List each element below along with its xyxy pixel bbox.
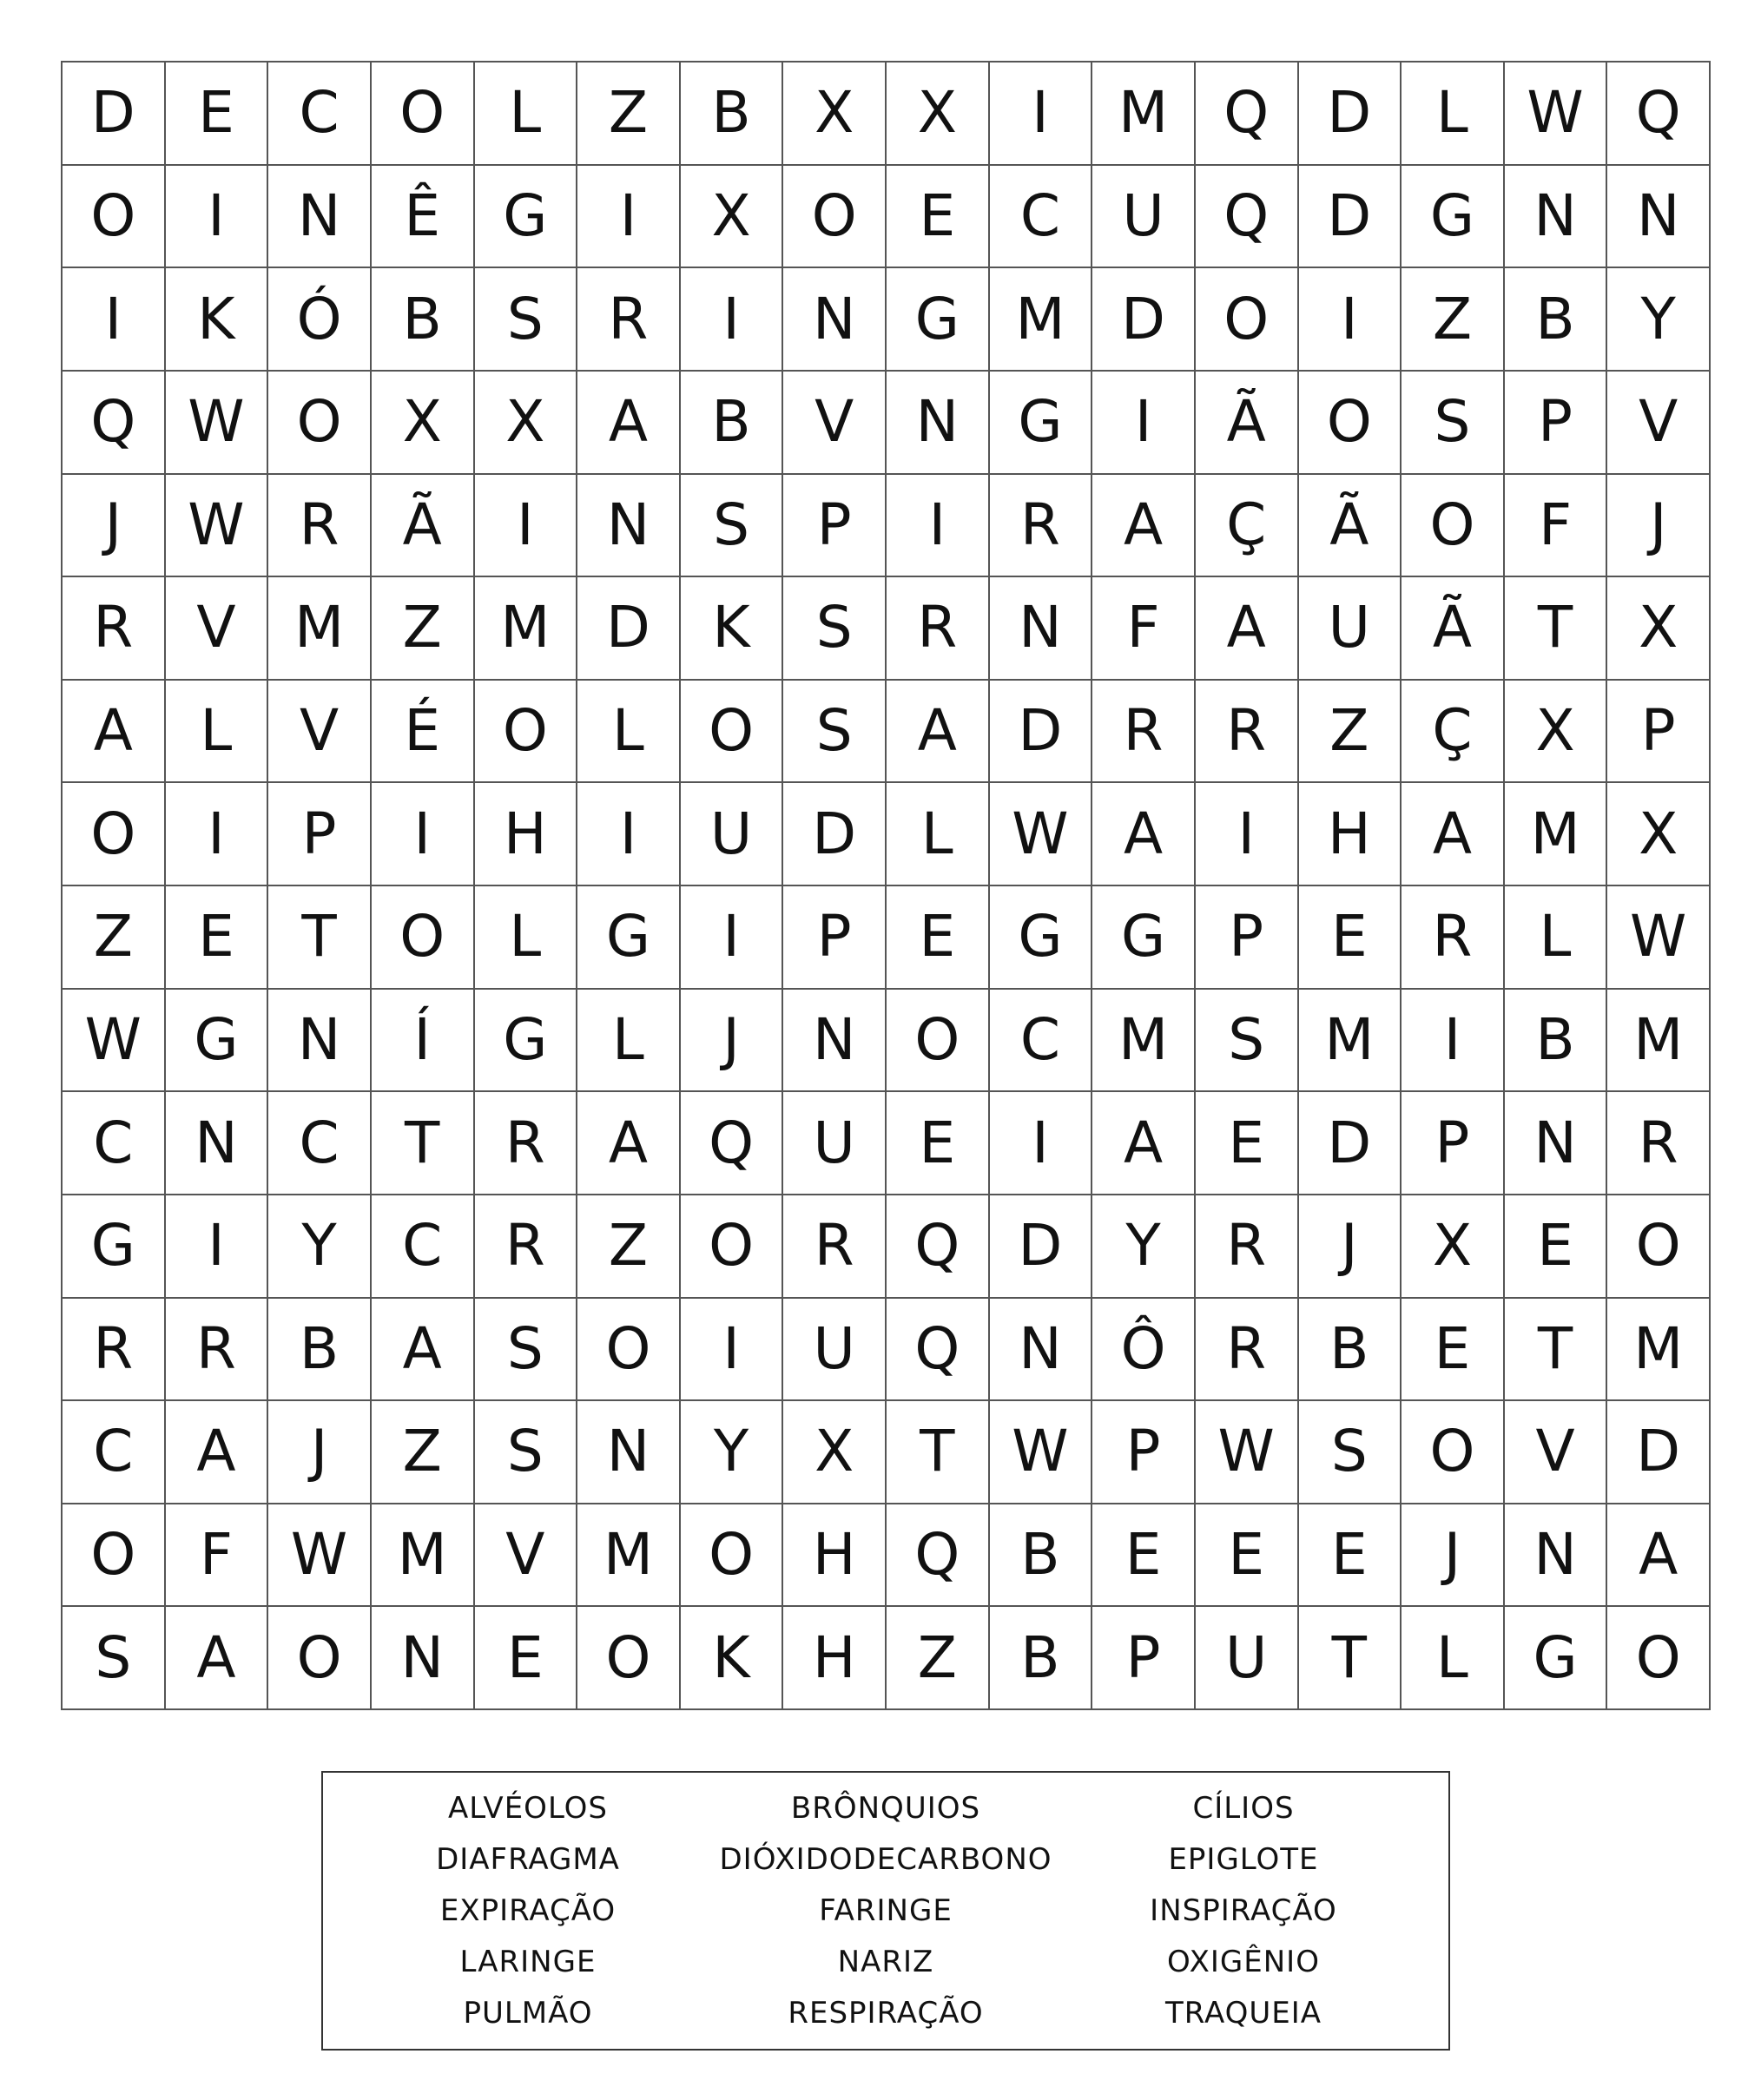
grid-cell[interactable]: D xyxy=(63,63,166,166)
grid-cell[interactable]: M xyxy=(372,1504,475,1608)
grid-cell[interactable]: J xyxy=(1402,1504,1505,1608)
grid-cell[interactable]: U xyxy=(783,1092,887,1195)
grid-cell[interactable]: B xyxy=(681,63,784,166)
grid-cell[interactable]: K xyxy=(166,268,269,372)
grid-cell[interactable]: O xyxy=(1402,475,1505,578)
grid-cell[interactable]: J xyxy=(1299,1195,1402,1299)
grid-cell[interactable]: G xyxy=(63,1195,166,1299)
word-list-item: TRAQUEIA xyxy=(1164,1995,1322,2031)
grid-cell[interactable]: I xyxy=(577,166,681,269)
grid-cell[interactable]: A xyxy=(577,1092,681,1195)
grid-cell[interactable]: X xyxy=(783,1401,887,1504)
grid-cell[interactable]: I xyxy=(887,475,990,578)
grid-cell[interactable]: C xyxy=(268,1092,372,1195)
grid-cell[interactable]: S xyxy=(63,1607,166,1710)
grid-cell[interactable]: N xyxy=(372,1607,475,1710)
grid-cell[interactable]: N xyxy=(783,268,887,372)
grid-cell[interactable]: R xyxy=(475,1092,578,1195)
grid-cell[interactable]: I xyxy=(577,783,681,886)
grid-cell[interactable]: S xyxy=(1299,1401,1402,1504)
grid-cell[interactable]: D xyxy=(1299,166,1402,269)
grid-cell[interactable]: R xyxy=(887,577,990,681)
grid-cell[interactable]: S xyxy=(1196,990,1299,1093)
grid-cell[interactable]: P xyxy=(1092,1401,1196,1504)
grid-cell[interactable]: G xyxy=(887,268,990,372)
grid-cell[interactable]: S xyxy=(1402,372,1505,475)
grid-cell[interactable]: O xyxy=(63,1504,166,1608)
grid-cell[interactable]: D xyxy=(990,681,1093,784)
grid-cell[interactable]: I xyxy=(681,886,784,990)
grid-cell[interactable]: X xyxy=(475,372,578,475)
grid-cell[interactable]: I xyxy=(681,268,784,372)
grid-cell[interactable]: O xyxy=(1196,268,1299,372)
grid-cell[interactable]: J xyxy=(63,475,166,578)
grid-cell[interactable]: Z xyxy=(577,63,681,166)
grid-cell[interactable]: P xyxy=(1607,681,1711,784)
grid-cell[interactable]: N xyxy=(1505,1504,1608,1608)
grid-cell[interactable]: T xyxy=(372,1092,475,1195)
grid-cell[interactable]: E xyxy=(887,166,990,269)
grid-cell[interactable]: Z xyxy=(577,1195,681,1299)
word-list-item: DIAFRAGMA xyxy=(436,1842,620,1878)
word-list-item: PULMÃO xyxy=(463,1995,593,2031)
grid-cell[interactable]: N xyxy=(990,577,1093,681)
word-list-item: CÍLIOS xyxy=(1192,1791,1295,1827)
grid-cell[interactable]: I xyxy=(166,783,269,886)
grid-cell[interactable]: S xyxy=(681,475,784,578)
grid-cell[interactable]: A xyxy=(1607,1504,1711,1608)
grid-cell[interactable]: L xyxy=(577,681,681,784)
grid-cell[interactable]: G xyxy=(577,886,681,990)
grid-cell[interactable]: C xyxy=(63,1401,166,1504)
grid-cell[interactable]: N xyxy=(783,990,887,1093)
grid-cell[interactable]: J xyxy=(268,1401,372,1504)
word-list-item: FARINGE xyxy=(819,1893,953,1928)
grid-cell[interactable]: X xyxy=(1607,577,1711,681)
grid-cell[interactable]: V xyxy=(783,372,887,475)
grid-cell[interactable]: A xyxy=(1196,577,1299,681)
grid-cell[interactable]: R xyxy=(1196,681,1299,784)
grid-cell[interactable]: E xyxy=(166,886,269,990)
grid-cell[interactable]: U xyxy=(1196,1607,1299,1710)
grid-cell[interactable]: R xyxy=(1402,886,1505,990)
word-list-item: ALVÉOLOS xyxy=(447,1791,609,1827)
grid-cell[interactable]: O xyxy=(681,1195,784,1299)
grid-cell[interactable]: M xyxy=(577,1504,681,1608)
grid-cell[interactable]: Z xyxy=(63,886,166,990)
grid-cell[interactable]: G xyxy=(475,990,578,1093)
grid-cell[interactable]: I xyxy=(63,268,166,372)
word-list-item: RESPIRAÇÃO xyxy=(788,1995,984,2031)
grid-cell[interactable]: R xyxy=(577,268,681,372)
grid-cell[interactable]: J xyxy=(1607,475,1711,578)
grid-cell[interactable]: A xyxy=(1092,783,1196,886)
grid-cell[interactable]: Ã xyxy=(1402,577,1505,681)
grid-cell[interactable]: O xyxy=(372,63,475,166)
grid-cell[interactable]: W xyxy=(1607,886,1711,990)
grid-cell[interactable]: O xyxy=(1607,1195,1711,1299)
grid-cell[interactable]: N xyxy=(990,1299,1093,1402)
grid-cell[interactable]: I xyxy=(1196,783,1299,886)
grid-cell[interactable]: I xyxy=(1402,990,1505,1093)
grid-cell[interactable]: P xyxy=(1196,886,1299,990)
grid-cell[interactable]: T xyxy=(1505,577,1608,681)
grid-cell[interactable]: V xyxy=(268,681,372,784)
grid-cell[interactable]: Q xyxy=(1196,63,1299,166)
grid-cell[interactable]: P xyxy=(783,475,887,578)
grid-cell[interactable]: B xyxy=(268,1299,372,1402)
grid-cell[interactable]: I xyxy=(681,1299,784,1402)
grid-cell[interactable]: Z xyxy=(1299,681,1402,784)
grid-cell[interactable]: Ç xyxy=(1402,681,1505,784)
grid-cell[interactable]: W xyxy=(166,475,269,578)
grid-cell[interactable]: D xyxy=(577,577,681,681)
grid-cell[interactable]: Z xyxy=(887,1607,990,1710)
grid-cell[interactable]: S xyxy=(475,268,578,372)
grid-cell[interactable]: A xyxy=(372,1299,475,1402)
grid-cell[interactable]: D xyxy=(990,1195,1093,1299)
grid-cell[interactable]: C xyxy=(268,63,372,166)
grid-cell[interactable]: O xyxy=(681,681,784,784)
grid-cell[interactable]: K xyxy=(681,577,784,681)
grid-cell[interactable]: U xyxy=(1299,577,1402,681)
grid-cell[interactable]: C xyxy=(372,1195,475,1299)
grid-cell[interactable]: O xyxy=(887,990,990,1093)
grid-cell[interactable]: A xyxy=(577,372,681,475)
grid-cell[interactable]: G xyxy=(990,886,1093,990)
grid-cell[interactable]: M xyxy=(268,577,372,681)
word-list-item: EXPIRAÇÃO xyxy=(439,1893,617,1928)
grid-cell[interactable]: Í xyxy=(372,990,475,1093)
grid-cell[interactable]: D xyxy=(1607,1401,1711,1504)
word-list-item: DIÓXIDODECARBONO xyxy=(719,1842,1052,1878)
grid-cell[interactable]: Q xyxy=(887,1504,990,1608)
grid-cell[interactable]: L xyxy=(166,681,269,784)
grid-cell[interactable]: B xyxy=(1505,268,1608,372)
grid-cell[interactable]: B xyxy=(990,1607,1093,1710)
grid-cell[interactable]: W xyxy=(268,1504,372,1608)
grid-cell[interactable]: E xyxy=(1299,1504,1402,1608)
grid-cell[interactable]: N xyxy=(1505,166,1608,269)
grid-cell[interactable]: B xyxy=(1299,1299,1402,1402)
grid-cell[interactable]: V xyxy=(1505,1401,1608,1504)
grid-cell[interactable]: G xyxy=(166,990,269,1093)
grid-cell[interactable]: I xyxy=(166,1195,269,1299)
grid-cell[interactable]: E xyxy=(1196,1504,1299,1608)
grid-cell[interactable]: E xyxy=(1092,1504,1196,1608)
grid-cell[interactable]: O xyxy=(1607,1607,1711,1710)
grid-cell[interactable]: H xyxy=(1299,783,1402,886)
grid-cell[interactable]: P xyxy=(1092,1607,1196,1710)
grid-cell[interactable]: G xyxy=(990,372,1093,475)
grid-cell[interactable]: D xyxy=(1299,1092,1402,1195)
letter-grid xyxy=(61,61,1711,1710)
grid-cell[interactable]: D xyxy=(1299,63,1402,166)
grid-cell[interactable]: I xyxy=(990,1092,1093,1195)
grid-cell[interactable]: S xyxy=(475,1299,578,1402)
grid-cell[interactable]: Z xyxy=(1402,268,1505,372)
grid-cell[interactable]: E xyxy=(1299,886,1402,990)
grid-cell[interactable]: M xyxy=(475,577,578,681)
grid-cell[interactable]: O xyxy=(268,372,372,475)
grid-cell[interactable]: P xyxy=(783,886,887,990)
grid-cell[interactable]: R xyxy=(1196,1299,1299,1402)
grid-cell[interactable]: A xyxy=(1092,475,1196,578)
grid-cell[interactable]: Ô xyxy=(1092,1299,1196,1402)
grid-cell[interactable]: Y xyxy=(681,1401,784,1504)
grid-cell[interactable]: Z xyxy=(372,1401,475,1504)
grid-cell[interactable]: A xyxy=(63,681,166,784)
word-list-item: LARINGE xyxy=(459,1944,597,1979)
grid-cell[interactable]: N xyxy=(268,990,372,1093)
grid-cell[interactable]: N xyxy=(1607,166,1711,269)
grid-cell[interactable]: T xyxy=(268,886,372,990)
grid-cell[interactable]: F xyxy=(1092,577,1196,681)
word-list-item: NARIZ xyxy=(837,1944,934,1979)
grid-cell[interactable]: G xyxy=(1402,166,1505,269)
grid-cell[interactable]: V xyxy=(475,1504,578,1608)
grid-cell[interactable]: Ã xyxy=(1299,475,1402,578)
grid-cell[interactable]: O xyxy=(577,1299,681,1402)
grid-cell[interactable]: I xyxy=(1299,268,1402,372)
grid-cell[interactable]: T xyxy=(1299,1607,1402,1710)
grid-cell[interactable]: X xyxy=(372,372,475,475)
grid-cell[interactable]: L xyxy=(475,63,578,166)
grid-cell[interactable]: A xyxy=(1092,1092,1196,1195)
grid-cell[interactable]: D xyxy=(783,783,887,886)
grid-cell[interactable]: O xyxy=(268,1607,372,1710)
grid-cell[interactable]: R xyxy=(166,1299,269,1402)
grid-cell[interactable]: W xyxy=(166,372,269,475)
grid-cell[interactable]: O xyxy=(681,1504,784,1608)
grid-cell[interactable]: R xyxy=(475,1195,578,1299)
grid-cell[interactable]: Y xyxy=(1092,1195,1196,1299)
grid-cell[interactable]: M xyxy=(990,268,1093,372)
grid-cell[interactable]: F xyxy=(166,1504,269,1608)
grid-cell[interactable]: N xyxy=(887,372,990,475)
word-list-item: INSPIRAÇÃO xyxy=(1150,1893,1337,1928)
grid-cell[interactable]: M xyxy=(1607,1299,1711,1402)
grid-cell[interactable]: E xyxy=(475,1607,578,1710)
grid-cell[interactable]: R xyxy=(783,1195,887,1299)
grid-cell[interactable]: L xyxy=(1402,63,1505,166)
grid-cell[interactable]: I xyxy=(166,166,269,269)
grid-cell[interactable]: Q xyxy=(1196,166,1299,269)
grid-cell[interactable]: P xyxy=(1402,1092,1505,1195)
grid-cell[interactable]: W xyxy=(990,1401,1093,1504)
grid-cell[interactable]: C xyxy=(990,990,1093,1093)
grid-cell[interactable]: Q xyxy=(681,1092,784,1195)
grid-cell[interactable]: O xyxy=(1402,1401,1505,1504)
grid-cell[interactable]: W xyxy=(1196,1401,1299,1504)
grid-cell[interactable]: J xyxy=(681,990,784,1093)
grid-cell[interactable]: F xyxy=(1505,475,1608,578)
grid-cell[interactable]: D xyxy=(1092,268,1196,372)
grid-cell[interactable]: E xyxy=(166,63,269,166)
grid-cell[interactable]: Ê xyxy=(372,166,475,269)
grid-cell[interactable]: B xyxy=(1505,990,1608,1093)
grid-cell[interactable]: N xyxy=(166,1092,269,1195)
grid-cell[interactable]: R xyxy=(268,475,372,578)
grid-cell[interactable]: W xyxy=(63,990,166,1093)
grid-cell[interactable]: I xyxy=(475,475,578,578)
grid-cell[interactable]: G xyxy=(475,166,578,269)
grid-cell[interactable]: X xyxy=(783,63,887,166)
grid-cell[interactable]: Y xyxy=(1607,268,1711,372)
grid-cell[interactable]: K xyxy=(681,1607,784,1710)
grid-cell[interactable]: X xyxy=(681,166,784,269)
grid-cell[interactable]: U xyxy=(681,783,784,886)
grid-cell[interactable]: R xyxy=(1607,1092,1711,1195)
grid-cell[interactable]: H xyxy=(783,1607,887,1710)
grid-cell[interactable]: A xyxy=(166,1607,269,1710)
grid-cell[interactable]: T xyxy=(887,1401,990,1504)
grid-cell[interactable]: M xyxy=(1505,783,1608,886)
grid-cell[interactable]: V xyxy=(1607,372,1711,475)
grid-cell[interactable]: X xyxy=(1505,681,1608,784)
grid-cell[interactable]: E xyxy=(887,1092,990,1195)
grid-cell[interactable]: T xyxy=(1505,1299,1608,1402)
grid-cell[interactable]: R xyxy=(63,1299,166,1402)
grid-cell[interactable]: R xyxy=(990,475,1093,578)
grid-cell[interactable]: V xyxy=(166,577,269,681)
grid-cell[interactable]: B xyxy=(990,1504,1093,1608)
grid-cell[interactable]: O xyxy=(63,783,166,886)
grid-cell[interactable]: Q xyxy=(887,1299,990,1402)
grid-cell[interactable]: X xyxy=(1402,1195,1505,1299)
grid-cell[interactable]: A xyxy=(1402,783,1505,886)
grid-cell[interactable]: L xyxy=(475,886,578,990)
grid-cell[interactable]: M xyxy=(1299,990,1402,1093)
grid-cell[interactable]: R xyxy=(1196,1195,1299,1299)
word-list-item: OXIGÊNIO xyxy=(1167,1944,1320,1979)
grid-cell[interactable]: N xyxy=(268,166,372,269)
grid-cell[interactable]: I xyxy=(372,783,475,886)
grid-cell[interactable]: L xyxy=(577,990,681,1093)
grid-cell[interactable]: S xyxy=(475,1401,578,1504)
grid-cell[interactable]: O xyxy=(577,1607,681,1710)
grid-cell[interactable]: P xyxy=(268,783,372,886)
grid-cell[interactable]: O xyxy=(783,166,887,269)
grid-cell[interactable]: Ó xyxy=(268,268,372,372)
grid-cell[interactable]: A xyxy=(887,681,990,784)
grid-cell[interactable]: O xyxy=(475,681,578,784)
grid-cell[interactable]: O xyxy=(372,886,475,990)
grid-cell[interactable]: E xyxy=(1505,1195,1608,1299)
grid-cell[interactable]: H xyxy=(475,783,578,886)
grid-cell[interactable]: G xyxy=(1505,1607,1608,1710)
grid-cell[interactable]: E xyxy=(1196,1092,1299,1195)
grid-cell[interactable]: N xyxy=(577,1401,681,1504)
grid-cell[interactable]: Ã xyxy=(1196,372,1299,475)
grid-cell[interactable]: C xyxy=(990,166,1093,269)
grid-cell[interactable]: S xyxy=(783,577,887,681)
grid-cell[interactable]: O xyxy=(1299,372,1402,475)
grid-cell[interactable]: R xyxy=(1092,681,1196,784)
grid-cell[interactable]: Q xyxy=(1607,63,1711,166)
grid-cell[interactable]: Q xyxy=(887,1195,990,1299)
grid-cell[interactable]: W xyxy=(990,783,1093,886)
grid-cell[interactable]: M xyxy=(1092,63,1196,166)
grid-cell[interactable]: R xyxy=(63,577,166,681)
grid-cell[interactable]: L xyxy=(887,783,990,886)
grid-cell[interactable]: Q xyxy=(63,372,166,475)
grid-cell[interactable]: N xyxy=(1505,1092,1608,1195)
grid-cell[interactable]: E xyxy=(887,886,990,990)
grid-cell[interactable]: M xyxy=(1092,990,1196,1093)
grid-cell[interactable]: N xyxy=(577,475,681,578)
grid-cell[interactable]: I xyxy=(1092,372,1196,475)
grid-cell[interactable]: P xyxy=(1505,372,1608,475)
grid-cell[interactable]: X xyxy=(1607,783,1711,886)
grid-cell[interactable]: H xyxy=(783,1504,887,1608)
grid-cell[interactable]: U xyxy=(783,1299,887,1402)
grid-cell[interactable]: É xyxy=(372,681,475,784)
grid-cell[interactable]: Ã xyxy=(372,475,475,578)
grid-cell[interactable]: A xyxy=(166,1401,269,1504)
grid-cell[interactable]: S xyxy=(783,681,887,784)
grid-cell[interactable]: L xyxy=(1402,1607,1505,1710)
word-list-item: EPIGLOTE xyxy=(1168,1842,1319,1878)
grid-cell[interactable]: E xyxy=(1402,1299,1505,1402)
grid-cell[interactable]: B xyxy=(372,268,475,372)
grid-cell[interactable]: L xyxy=(1505,886,1608,990)
word-list-item: BRÔNQUIOS xyxy=(790,1791,981,1827)
grid-cell[interactable]: X xyxy=(887,63,990,166)
grid-cell[interactable]: M xyxy=(1607,990,1711,1093)
grid-cell[interactable]: Z xyxy=(372,577,475,681)
grid-cell[interactable]: G xyxy=(1092,886,1196,990)
grid-cell[interactable]: W xyxy=(1505,63,1608,166)
grid-cell[interactable]: U xyxy=(1092,166,1196,269)
grid-cell[interactable]: Ç xyxy=(1196,475,1299,578)
word-list xyxy=(321,1771,1450,2051)
grid-cell[interactable]: O xyxy=(63,166,166,269)
grid-cell[interactable]: Y xyxy=(268,1195,372,1299)
grid-cell[interactable]: B xyxy=(681,372,784,475)
grid-cell[interactable]: I xyxy=(990,63,1093,166)
grid-cell[interactable]: C xyxy=(63,1092,166,1195)
